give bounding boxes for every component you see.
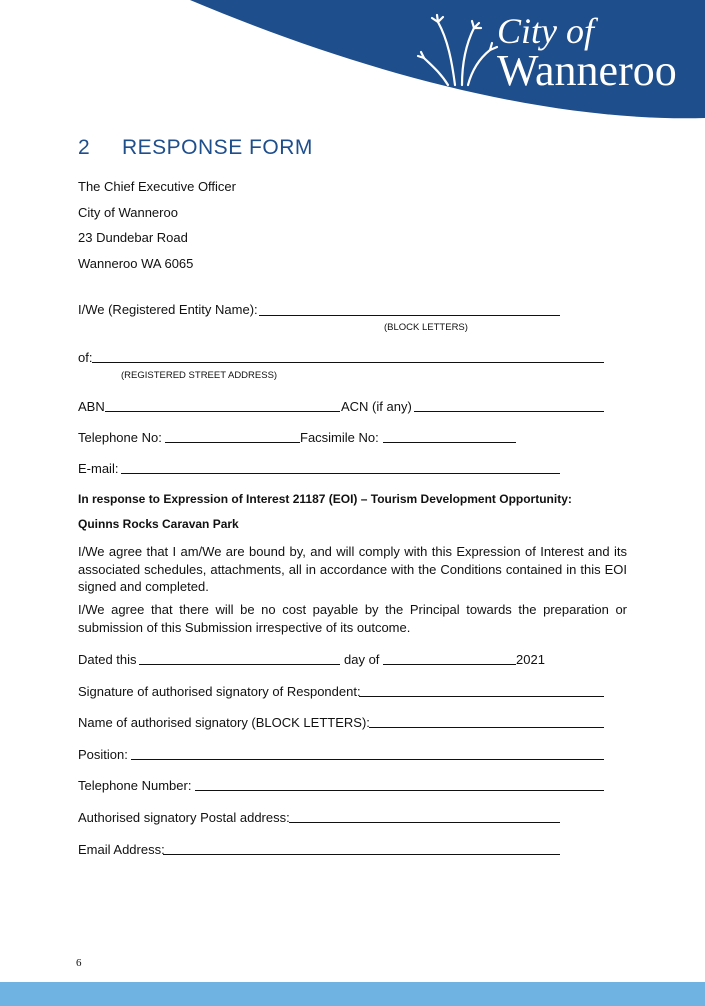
street-address-hint: (REGISTERED STREET ADDRESS) xyxy=(121,370,278,381)
acn-label: ACN (if any) xyxy=(341,399,412,414)
logo-city-of: City of xyxy=(497,11,594,51)
street-address-field[interactable] xyxy=(92,362,604,363)
email-label: E-mail: xyxy=(78,461,119,476)
page-number: 6 xyxy=(76,957,82,969)
abn-field[interactable] xyxy=(105,411,340,412)
telephone-number-label: Telephone Number: xyxy=(78,778,192,793)
year-label: 2021 xyxy=(516,652,545,667)
of-label: of: xyxy=(78,350,93,365)
dated-label: Dated this xyxy=(78,652,137,667)
section-title: RESPONSE FORM xyxy=(122,136,313,159)
entity-name-label: I/We (Registered Entity Name): xyxy=(78,302,258,317)
entity-name-field[interactable] xyxy=(259,315,560,316)
abn-label: ABN xyxy=(78,399,105,414)
email-address-label: Email Address: xyxy=(78,842,165,857)
signatory-name-label: Name of authorised signatory (BLOCK LETTERS): xyxy=(78,715,370,730)
day-of-label: day of xyxy=(344,652,380,667)
agreement-paragraph-2: I/We agree that there will be no cost payable by the Principal towards the preparation or submission of this Submission irrespective of its outcome. xyxy=(78,602,627,635)
entity-name-hint: (BLOCK LETTERS) xyxy=(384,322,468,333)
footer-band xyxy=(0,982,705,1006)
section-number: 2 xyxy=(78,136,91,159)
logo-wanneroo: Wanneroo xyxy=(497,46,677,95)
facsimile-label: Facsimile No: xyxy=(300,430,379,445)
address-line-1: The Chief Executive Officer xyxy=(78,179,236,194)
telephone-field[interactable] xyxy=(165,442,300,443)
postal-address-field[interactable] xyxy=(289,822,560,823)
position-label: Position: xyxy=(78,747,128,762)
address-line-2: City of Wanneroo xyxy=(78,205,178,220)
email-address-field[interactable] xyxy=(163,854,560,855)
telephone-label: Telephone No: xyxy=(78,430,162,445)
signature-label: Signature of authorised signatory of Respondent: xyxy=(78,684,361,699)
address-line-4: Wanneroo WA 6065 xyxy=(78,256,194,271)
acn-field[interactable] xyxy=(414,411,604,412)
address-line-3: 23 Dundebar Road xyxy=(78,230,188,245)
position-field[interactable] xyxy=(131,759,604,760)
postal-address-label: Authorised signatory Postal address: xyxy=(78,810,290,825)
response-line-1: In response to Expression of Interest 21187 (EOI) – Tourism Development Opportunity: xyxy=(78,492,572,506)
response-line-2: Quinns Rocks Caravan Park xyxy=(78,517,239,531)
facsimile-field[interactable] xyxy=(383,442,516,443)
agreement-paragraph-1: I/We agree that I am/We are bound by, and will comply with this Expression of Interest and its associated schedules, attachments, all in accordance with the Conditions contained in this EOI signed and completed. xyxy=(78,544,627,594)
dated-month-field[interactable] xyxy=(383,664,516,665)
email-field[interactable] xyxy=(121,473,560,474)
signatory-name-field[interactable] xyxy=(369,727,604,728)
signature-field[interactable] xyxy=(359,696,604,697)
dated-day-field[interactable] xyxy=(139,664,340,665)
telephone-number-field[interactable] xyxy=(195,790,604,791)
page-title xyxy=(78,136,313,160)
